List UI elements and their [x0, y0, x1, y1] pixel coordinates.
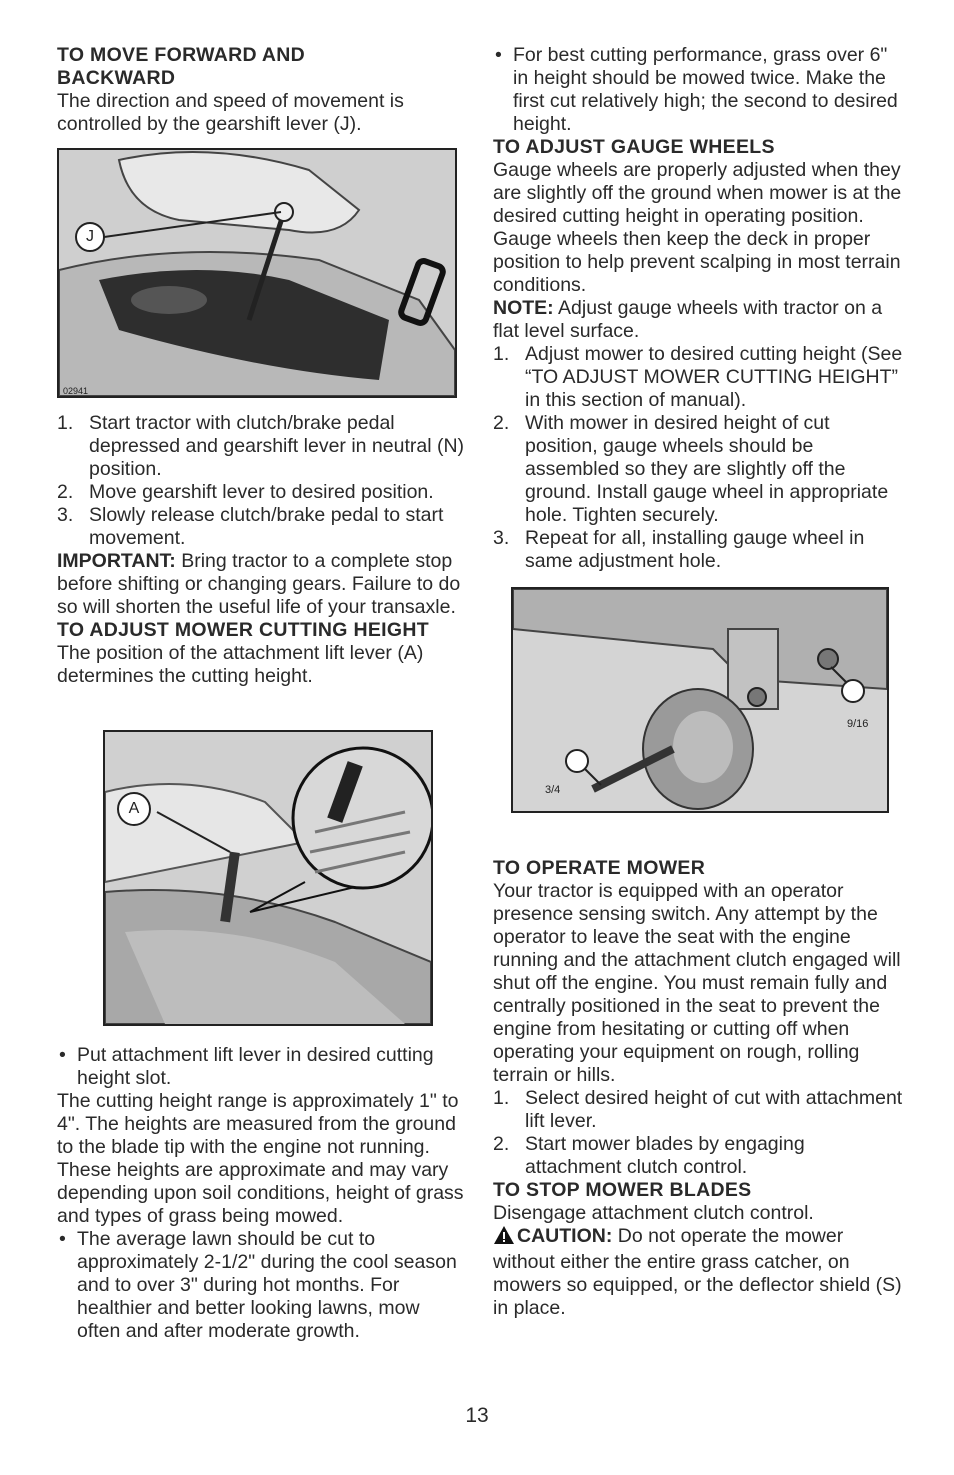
- left-column: [57, 44, 467, 1343]
- right-column: [493, 44, 905, 1320]
- figure-code: 02941: [63, 386, 89, 396]
- height-intro: The position of the attachment lift lever (A) determines the cutting height.: [57, 642, 424, 687]
- move-intro: The direction and speed of movement is controlled by the gearshift lever (J).: [57, 90, 404, 135]
- operate-steps: [493, 1087, 905, 1179]
- page-number: 13: [465, 1404, 489, 1427]
- warning-triangle-icon: [493, 1225, 515, 1251]
- list-item: 1. Adjust mower to desired cutting height (See “TO ADJUST MOWER CUTTING HEIGHT” in this section of manual).: [493, 343, 903, 411]
- list-item: • The average lawn should be cut to approximately 2-1/2" during the cool season and to over 3" during hot months. For healthier and better looking lawns, mow often and after moderate growth.: [59, 1228, 457, 1342]
- gauge-wheel-drawing: [513, 589, 887, 811]
- list-item: 3. Repeat for all, installing gauge wheel in same adjustment hole.: [493, 527, 865, 572]
- lift-bullet-list: [57, 1044, 467, 1090]
- gauge-wheel-illustration: [511, 587, 889, 813]
- operate-paragraph: Your tractor is equipped with an operator presence sensing switch. Any attempt by the operator to leave the seat with the engine running and the attachment clutch engaged will shut off the engine. You must remain fully and centrally positioned in the seat to prevent the engine from hesitating or cutting off when operating your equipment on rough, rolling terrain or hills.: [493, 880, 901, 1086]
- important-label: IMPORTANT:: [57, 550, 176, 572]
- gearshift-lever-drawing: [59, 150, 455, 396]
- lift-lever-drawing: [105, 732, 431, 1024]
- gearshift-lever-illustration: [57, 148, 457, 398]
- list-item: • Put attachment lift lever in desired cutting height slot.: [59, 1044, 434, 1089]
- nut-size-label: 9/16: [847, 718, 869, 730]
- height-heading: TO ADJUST MOWER CUTTING HEIGHT: [57, 619, 429, 641]
- operate-heading: TO OPERATE MOWER: [493, 857, 706, 879]
- list-item: 3. Slowly release clutch/brake pedal to start movement.: [57, 504, 444, 549]
- stop-heading: TO STOP MOWER BLADES: [493, 1179, 752, 1201]
- best-bullet-list: [493, 44, 905, 136]
- list-item: • For best cutting performance, grass over 6" in height should be mowed twice. Make the first cut relatively high; the second to desired height.: [495, 44, 898, 135]
- list-item: 2. Move gearshift lever to desired position.: [57, 481, 434, 503]
- gauge-note: NOTE: Adjust gauge wheels with tractor on a flat level surface.: [493, 297, 883, 342]
- list-item: 1. Select desired height of cut with attachment lift lever.: [493, 1087, 903, 1132]
- move-heading-line1: TO MOVE FORWARD AND: [57, 44, 306, 66]
- gauge-steps: [493, 343, 905, 573]
- list-item: 1. Start tractor with clutch/brake pedal depressed and gearshift lever in neutral (N) position.: [57, 412, 465, 480]
- move-steps: [57, 412, 467, 550]
- gauge-intro: Gauge wheels are properly adjusted when they are slightly off the ground when mower is at the desired cutting height in operating position. Gauge wheels then keep the deck in proper position to help prevent scalping in most terrain conditions.: [493, 159, 902, 296]
- move-heading: [57, 44, 467, 90]
- callout-j: J: [75, 222, 105, 252]
- list-item: 2. With mower in desired height of cut position, gauge wheels should be assembled so they are slightly off the ground. Install gauge wheel in appropriate hole. Tighten securely.: [493, 412, 889, 526]
- gauge-heading: TO ADJUST GAUGE WHEELS: [493, 136, 775, 158]
- caution-note: CAUTION: Do not operate the mower without either the entire grass catcher, on mowers so equipped, or the deflector shield (S) in place.: [493, 1225, 902, 1319]
- lift-lever-illustration: [103, 730, 433, 1026]
- average-bullet-list: [57, 1228, 467, 1343]
- move-heading-line2: BACKWARD: [57, 67, 176, 89]
- callout-a: A: [117, 792, 151, 826]
- note-label: NOTE:: [493, 297, 554, 319]
- important-note: IMPORTANT: Bring tractor to a complete stop before shifting or changing gears. Failure to do so will shorten the useful life of your transaxle.: [57, 550, 461, 618]
- stop-text: Disengage attachment clutch control.: [493, 1202, 814, 1224]
- list-item: 2. Start mower blades by engaging attachment clutch control.: [493, 1133, 805, 1178]
- range-paragraph: The cutting height range is approximately 1" to 4". The heights are measured from the ground to the blade tip with the engine not running. These heights are approximate and may vary depending upon soil conditions, height of grass and types of grass being mowed.: [57, 1090, 464, 1227]
- bolt-size-label: 3/4: [545, 784, 561, 796]
- caution-label: CAUTION:: [517, 1225, 613, 1247]
